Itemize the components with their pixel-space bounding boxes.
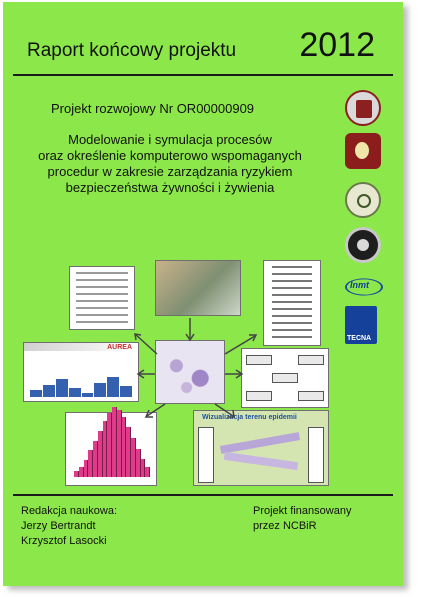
shield-logo-icon	[345, 133, 381, 169]
subtitle-line: procedur w zakresie zarządzania ryzykiem	[47, 164, 293, 179]
editor-name: Jerzy Bertrandt	[21, 520, 96, 532]
editor-name: Krzysztof Lasocki	[21, 535, 107, 547]
funding-line: przez NCBiR	[253, 520, 317, 532]
subtitle-line: oraz określenie komputerowo wspomaganych	[38, 148, 302, 163]
subtitle-line: Modelowanie i symulacja procesów	[68, 132, 272, 147]
aurea-logo: AUREA	[107, 344, 132, 351]
funding-line: Projekt finansowany	[253, 505, 352, 517]
bottom-rule	[13, 494, 393, 496]
editors-label: Redakcja naukowa:	[21, 505, 118, 517]
cover-title: Raport końcowy projektu	[27, 40, 237, 61]
seal-logo-icon	[345, 182, 381, 218]
tecna-logo-text: TECNA	[347, 335, 372, 342]
top-rule	[13, 74, 393, 76]
emblem-logo-icon	[345, 227, 381, 263]
funding-block	[253, 504, 351, 534]
inmt-logo-text: Inmt	[350, 280, 369, 290]
collage-arrows	[15, 258, 329, 486]
cover-subtitle	[19, 132, 321, 196]
report-cover	[3, 2, 403, 586]
subtitle-line: bezpieczeństwa żywności i żywienia	[65, 180, 275, 195]
project-number: Projekt rozwojowy Nr OR00000909	[51, 101, 255, 116]
map-title: Wizualizacja terenu epidemii	[202, 414, 297, 421]
editors-block	[21, 504, 117, 549]
wihe-logo-icon	[345, 90, 381, 126]
cover-year: 2012	[299, 26, 375, 64]
figure-collage	[15, 258, 329, 486]
